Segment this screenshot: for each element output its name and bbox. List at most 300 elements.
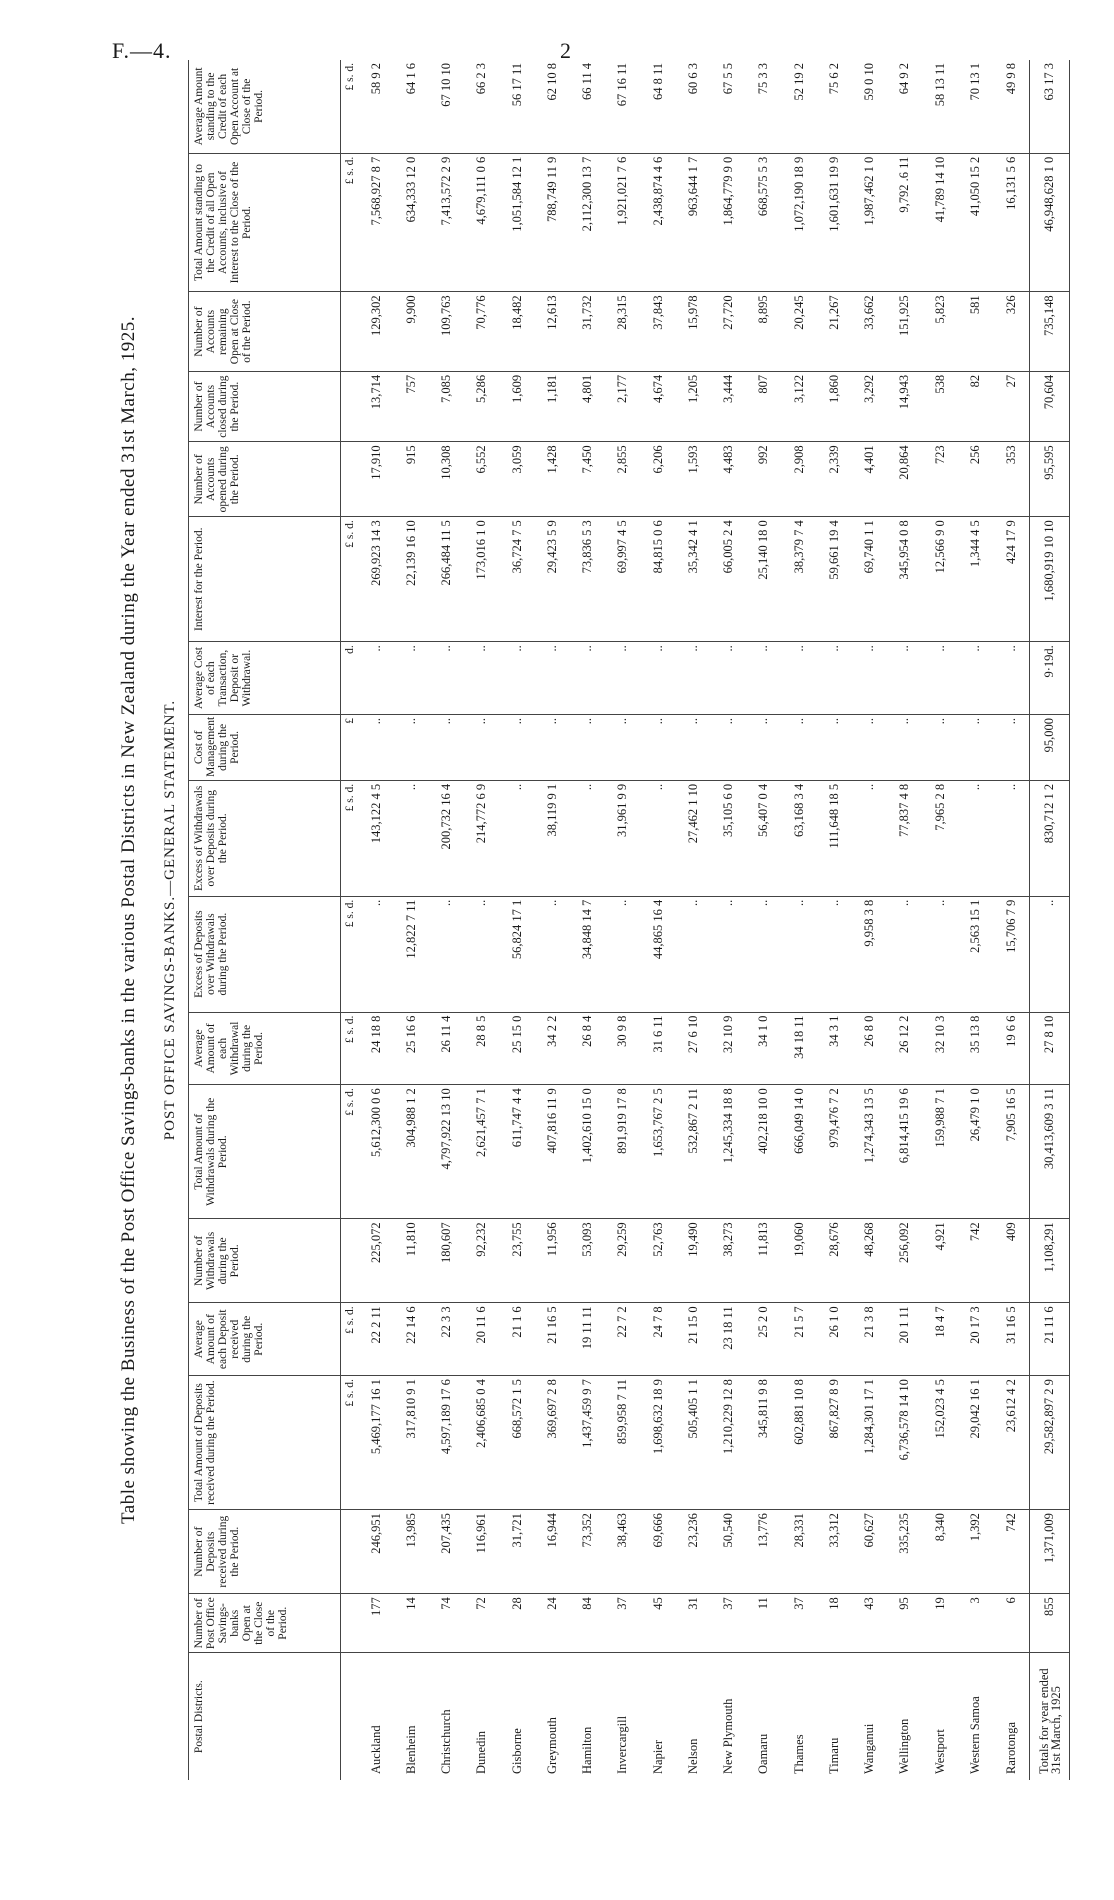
unit-label	[341, 442, 359, 517]
column-header: Number of Accounts opened during the Period.	[189, 442, 341, 517]
table-cell: 19,490	[676, 1219, 711, 1303]
table-cell: 11	[746, 1594, 781, 1653]
table-cell: 56,407 0 4	[746, 780, 781, 896]
table-row	[500, 60, 535, 1780]
table-cell: 69,740 1 1	[852, 517, 887, 642]
unit-label	[341, 1594, 359, 1653]
table-cell: 72	[464, 1594, 499, 1653]
unit-label: d.	[341, 642, 359, 715]
table-cell: 28,331	[782, 1510, 817, 1594]
table-cell: 7,450	[570, 442, 605, 517]
table-cell: 1,274,343 13 5	[852, 1085, 887, 1219]
total-cell: 46,948,628 1 0	[1030, 153, 1070, 292]
table-cell: 26,479 1 0	[958, 1085, 993, 1219]
table-cell: 1,245,334 18 8	[711, 1085, 746, 1219]
table-cell: 151,925	[887, 292, 922, 372]
table-cell: 1,437,459 9 7	[570, 1376, 605, 1510]
unit-label: £ s. d.	[341, 153, 359, 292]
table-cell: 304,988 1 2	[394, 1085, 429, 1219]
table-cell: ..	[535, 896, 570, 1012]
table-cell: 1,653,767 2 5	[641, 1085, 676, 1219]
table-cell: ..	[500, 780, 535, 896]
total-cell: ..	[1030, 896, 1070, 1012]
table-cell: 14	[394, 1594, 429, 1653]
column-header: Total Amount standing to the Credit of all Open Accounts, inclusive of Interest to the Close of the Period.	[189, 153, 341, 292]
table-cell: 2,438,874 4 6	[641, 153, 676, 292]
table-cell: 6,736,578 14 10	[887, 1376, 922, 1510]
district-name: Western Samoa	[967, 1696, 982, 1774]
table-row	[887, 60, 922, 1780]
table-cell: 84,815 0 6	[641, 517, 676, 642]
table-cell: 34 18 11	[782, 1012, 817, 1085]
table-cell: 19,060	[782, 1219, 817, 1303]
table-cell: 214,772 6 9	[464, 780, 499, 896]
table-cell: 22 2 11	[359, 1303, 394, 1376]
table-cell: ..	[887, 714, 922, 780]
table-cell: ..	[676, 896, 711, 1012]
table-cell: 66 2 3	[464, 60, 499, 153]
district-name: Napier	[650, 1739, 665, 1774]
table-cell: 29,042 16 1	[958, 1376, 993, 1510]
table-cell: 18	[817, 1594, 852, 1653]
table-cell: ..	[993, 642, 1030, 715]
table-cell: 37	[711, 1594, 746, 1653]
table-cell: 1,860	[817, 371, 852, 441]
table-cell: 7,905 16 5	[993, 1085, 1030, 1219]
table-cell: 15,978	[676, 292, 711, 372]
table-cell: 25 2 0	[746, 1303, 781, 1376]
table-row	[641, 60, 676, 1780]
table-cell: 77,837 4 8	[887, 780, 922, 896]
table-cell: 129,302	[359, 292, 394, 372]
table-cell: 24 7 8	[641, 1303, 676, 1376]
table-cell: 152,023 4 5	[923, 1376, 958, 1510]
table-cell: 22 14 6	[394, 1303, 429, 1376]
table-cell: 17,910	[359, 442, 394, 517]
table-cell: 49 9 8	[993, 60, 1030, 153]
table-cell: ..	[641, 714, 676, 780]
district-name: Greymouth	[544, 1717, 559, 1774]
table-cell: 20,864	[887, 442, 922, 517]
table-cell: 19 11 11	[570, 1303, 605, 1376]
table-cell: 25,140 18 0	[746, 517, 781, 642]
table-cell: 14,943	[887, 371, 922, 441]
table-cell: 74	[429, 1594, 464, 1653]
column-header: Postal Districts.	[189, 1653, 341, 1780]
table-cell: 788,749 11 9	[535, 153, 570, 292]
table-cell: ..	[923, 714, 958, 780]
table-cell: 611,747 4 4	[500, 1085, 535, 1219]
district-name: New Plymouth	[721, 1698, 736, 1774]
table-cell: ..	[711, 714, 746, 780]
table-cell: 10,308	[429, 442, 464, 517]
table-cell: ..	[852, 714, 887, 780]
table-cell: 5,612,300 0 6	[359, 1085, 394, 1219]
table-cell: 21 1 6	[500, 1303, 535, 1376]
table-cell: 38,463	[605, 1510, 640, 1594]
table-cell: 4,921	[923, 1219, 958, 1303]
table-cell: 246,951	[359, 1510, 394, 1594]
column-header: Average Amount of each Withdrawal during the Period.	[189, 1012, 341, 1085]
table-cell: 34 3 1	[817, 1012, 852, 1085]
table-cell: 109,763	[429, 292, 464, 372]
table-cell: 742	[993, 1510, 1030, 1594]
district-name: Hamilton	[580, 1726, 595, 1774]
district-name: Christchurch	[439, 1709, 454, 1774]
table-cell: 21 15 0	[676, 1303, 711, 1376]
district-name: Westport	[932, 1729, 947, 1774]
table-cell: 26 8 0	[852, 1012, 887, 1085]
table-cell: ..	[535, 714, 570, 780]
table-cell: 29,259	[605, 1219, 640, 1303]
table-cell: 538	[923, 371, 958, 441]
table-cell: 12,822 7 11	[394, 896, 429, 1012]
table-cell: 27,720	[711, 292, 746, 372]
table-cell: 116,961	[464, 1510, 499, 1594]
table-cell: 5,823	[923, 292, 958, 372]
unit-label: £ s. d.	[341, 1012, 359, 1085]
units-row	[341, 60, 359, 1780]
table-cell: 69,666	[641, 1510, 676, 1594]
table-cell: ..	[993, 780, 1030, 896]
table-cell: 407,816 11 9	[535, 1085, 570, 1219]
column-header: Number of Withdrawals during the Period.	[189, 1219, 341, 1303]
table-cell: ..	[958, 780, 993, 896]
table-cell: 23,236	[676, 1510, 711, 1594]
column-header: Average Cost of each Transaction, Deposit or Withdrawal.	[189, 642, 341, 715]
table-cell: 256,092	[887, 1219, 922, 1303]
table-cell: ..	[429, 714, 464, 780]
table-cell: 8,340	[923, 1510, 958, 1594]
table-row	[923, 60, 958, 1780]
table-cell: 22 7 2	[605, 1303, 640, 1376]
table-cell: ..	[464, 642, 499, 715]
table-cell: 82	[958, 371, 993, 441]
table-cell: 666,049 14 0	[782, 1085, 817, 1219]
table-cell: 20 11 6	[464, 1303, 499, 1376]
district-name: Auckland	[368, 1725, 383, 1774]
table-cell: 41,789 14 10	[923, 153, 958, 292]
table-cell: 757	[394, 371, 429, 441]
table-cell: 73,836 5 3	[570, 517, 605, 642]
table-cell: 64 1 6	[394, 60, 429, 153]
savings-bank-table	[188, 60, 1070, 1780]
table-cell: 602,881 10 8	[782, 1376, 817, 1510]
table-cell: 26 1 0	[817, 1303, 852, 1376]
table-cell: 35,342 4 1	[676, 517, 711, 642]
table-cell: ..	[923, 896, 958, 1012]
table-cell: 15,706 7 9	[993, 896, 1030, 1012]
table-cell: 6,552	[464, 442, 499, 517]
table-cell: ..	[782, 714, 817, 780]
table-cell: 75 6 2	[817, 60, 852, 153]
table-cell: 13,714	[359, 371, 394, 441]
table-cell: 43	[852, 1594, 887, 1653]
table-cell: 581	[958, 292, 993, 372]
table-cell: 13,776	[746, 1510, 781, 1594]
table-cell: ..	[958, 714, 993, 780]
table-cell: 52 19 2	[782, 60, 817, 153]
table-cell: 1,181	[535, 371, 570, 441]
table-cell: 345,811 9 8	[746, 1376, 781, 1510]
table-cell: 266,484 11 5	[429, 517, 464, 642]
table-cell: 31,961 9 9	[605, 780, 640, 896]
table-cell: ..	[641, 780, 676, 896]
table-cell: 2,563 15 1	[958, 896, 993, 1012]
table-cell: 44,865 16 4	[641, 896, 676, 1012]
table-cell: 1,698,632 18 9	[641, 1376, 676, 1510]
table-cell: 52,763	[641, 1219, 676, 1303]
table-cell: 26 12 2	[887, 1012, 922, 1085]
table-row	[535, 60, 570, 1780]
table-cell: 92,232	[464, 1219, 499, 1303]
table-cell: 177	[359, 1594, 394, 1653]
table-cell: 20,245	[782, 292, 817, 372]
total-cell: 95,595	[1030, 442, 1070, 517]
table-row	[570, 60, 605, 1780]
table-cell: 37,843	[641, 292, 676, 372]
table-cell: 64 9 2	[887, 60, 922, 153]
table-cell: ..	[852, 642, 887, 715]
unit-label	[341, 371, 359, 441]
table-cell: ..	[535, 642, 570, 715]
table-cell: 867,827 8 9	[817, 1376, 852, 1510]
table-cell: ..	[359, 642, 394, 715]
district-name: Wellington	[897, 1718, 912, 1774]
table-cell: 32 10 3	[923, 1012, 958, 1085]
table-cell: 2,406,685 0 4	[464, 1376, 499, 1510]
total-cell: 1,371,009	[1030, 1510, 1070, 1594]
table-cell: 7,568,927 8 7	[359, 153, 394, 292]
table-cell: 22,139 16 10	[394, 517, 429, 642]
table-row	[676, 60, 711, 1780]
totals-label: Totals for year ended 31st March, 1925	[1030, 1653, 1070, 1780]
table-cell: 891,919 17 8	[605, 1085, 640, 1219]
table-cell: ..	[359, 896, 394, 1012]
unit-label: £ s. d.	[341, 780, 359, 896]
table-cell: 45	[641, 1594, 676, 1653]
unit-label	[341, 1653, 359, 1780]
table-cell: 50,540	[711, 1510, 746, 1594]
table-cell: 1,210,229 12 8	[711, 1376, 746, 1510]
table-cell: 1,402,610 15 0	[570, 1085, 605, 1219]
table-cell: 742	[958, 1219, 993, 1303]
table-cell: ..	[711, 896, 746, 1012]
unit-label	[341, 1510, 359, 1594]
table-cell: 13,985	[394, 1510, 429, 1594]
table-cell: 992	[746, 442, 781, 517]
table-cell: 31	[676, 1594, 711, 1653]
total-cell: 830,712 1 2	[1030, 780, 1070, 896]
total-cell: 95,000	[1030, 714, 1070, 780]
table-cell: 1,601,631 19 9	[817, 153, 852, 292]
table-cell: 1,051,584 12 1	[500, 153, 535, 292]
table-cell: 225,072	[359, 1219, 394, 1303]
column-header: Excess of Deposits over Withdrawals during the Period.	[189, 896, 341, 1012]
table-cell: ..	[887, 896, 922, 1012]
table-cell: 6,814,415 19 6	[887, 1085, 922, 1219]
table-cell: 25 15 0	[500, 1012, 535, 1085]
table-cell: 69,997 4 5	[605, 517, 640, 642]
table-cell: 7,965 2 8	[923, 780, 958, 896]
unit-label	[341, 1219, 359, 1303]
table-cell: 1,205	[676, 371, 711, 441]
column-header: Average Amount of each Deposit received during the Period.	[189, 1303, 341, 1376]
table-cell: 353	[993, 442, 1030, 517]
unit-label	[341, 292, 359, 372]
column-header: Total Amount of Deposits received during the Period.	[189, 1376, 341, 1510]
table-cell: 26 11 4	[429, 1012, 464, 1085]
table-cell: 915	[394, 442, 429, 517]
table-cell: ..	[782, 642, 817, 715]
table-cell: ..	[570, 780, 605, 896]
table-cell: 21 5 7	[782, 1303, 817, 1376]
table-cell: 180,607	[429, 1219, 464, 1303]
table-cell: ..	[746, 642, 781, 715]
table-cell: 3,122	[782, 371, 817, 441]
table-cell: 67 5 5	[711, 60, 746, 153]
table-cell: ..	[394, 642, 429, 715]
table-cell: 37	[605, 1594, 640, 1653]
unit-label: £	[341, 714, 359, 780]
table-cell: 28,315	[605, 292, 640, 372]
table-cell: ..	[359, 714, 394, 780]
table-cell: 24	[535, 1594, 570, 1653]
table-cell: 21 3 8	[852, 1303, 887, 1376]
table-cell: 2,855	[605, 442, 640, 517]
table-cell: 23,755	[500, 1219, 535, 1303]
table-cell: 33,312	[817, 1510, 852, 1594]
column-header: Number of Deposits received during the Period.	[189, 1510, 341, 1594]
table-cell: 67 16 11	[605, 60, 640, 153]
table-cell: 9,958 3 8	[852, 896, 887, 1012]
table-cell: 3,292	[852, 371, 887, 441]
table-cell: 19 6 6	[993, 1012, 1030, 1085]
table-cell: 345,954 0 8	[887, 517, 922, 642]
table-cell: 36,724 7 5	[500, 517, 535, 642]
table-cell: ..	[852, 780, 887, 896]
column-header: Interest for the Period.	[189, 517, 341, 642]
table-cell: 424 17 9	[993, 517, 1030, 642]
district-name: Rarotonga	[1003, 1721, 1018, 1774]
table-cell: 11,810	[394, 1219, 429, 1303]
column-header: Average Amount standing to the Credit of each Open Account at Close of the Period.	[189, 60, 341, 153]
table-cell: 62 10 8	[535, 60, 570, 153]
table-row	[852, 60, 887, 1780]
table-cell: 4,801	[570, 371, 605, 441]
table-cell: ..	[605, 642, 640, 715]
table-cell: 7,085	[429, 371, 464, 441]
table-cell: 859,958 7 11	[605, 1376, 640, 1510]
table-cell: 4,401	[852, 442, 887, 517]
table-row	[605, 60, 640, 1780]
table-cell: ..	[746, 714, 781, 780]
table-cell: 668,572 1 5	[500, 1376, 535, 1510]
table-cell: ..	[464, 896, 499, 1012]
table-cell: 3,444	[711, 371, 746, 441]
table-cell: 56,824 17 1	[500, 896, 535, 1012]
table-row	[394, 60, 429, 1780]
table-cell: ..	[923, 642, 958, 715]
table-cell: 12,613	[535, 292, 570, 372]
table-cell: 4,674	[641, 371, 676, 441]
table-cell: 30 9 8	[605, 1012, 640, 1085]
table-cell: ..	[958, 642, 993, 715]
column-header: Number of Accounts remaining Open at Close of the Period.	[189, 292, 341, 372]
district-name: Invercargill	[615, 1715, 630, 1774]
table-cell: 27 6 10	[676, 1012, 711, 1085]
table-row	[958, 60, 993, 1780]
total-cell: 63 17 3	[1030, 60, 1070, 153]
unit-label: £ s. d.	[341, 1085, 359, 1219]
unit-label: £ s. d.	[341, 896, 359, 1012]
table-cell: 4,483	[711, 442, 746, 517]
table-cell: 59,661 19 4	[817, 517, 852, 642]
table-cell: ..	[676, 642, 711, 715]
table-cell: 58 9 2	[359, 60, 394, 153]
table-cell: 23 18 11	[711, 1303, 746, 1376]
table-cell: 1,284,301 17 1	[852, 1376, 887, 1510]
table-cell: 37	[782, 1594, 817, 1653]
table-row	[782, 60, 817, 1780]
table-caption: Table showing the Business of the Post Office Savings-banks in the various Postal Districts in New Zealand during the Year ended 31st March, 1925.	[118, 316, 139, 1524]
total-cell: 1,680,919 10 10	[1030, 517, 1070, 642]
table-cell: 1,072,190 18 9	[782, 153, 817, 292]
table-cell: 963,644 1 7	[676, 153, 711, 292]
table-cell: 21,267	[817, 292, 852, 372]
district-name: Wanganui	[862, 1723, 877, 1774]
table-cell: 979,476 7 2	[817, 1085, 852, 1219]
table-cell: 1,921,021 7 6	[605, 153, 640, 292]
table-cell: ..	[887, 642, 922, 715]
table-cell: 1,392	[958, 1510, 993, 1594]
table-cell: 200,732 16 4	[429, 780, 464, 896]
table-cell: 48,268	[852, 1219, 887, 1303]
table-cell: 1,344 4 5	[958, 517, 993, 642]
table-cell: 33,662	[852, 292, 887, 372]
table-cell: 24 18 8	[359, 1012, 394, 1085]
table-cell: 58 13 11	[923, 60, 958, 153]
table-cell: 2,177	[605, 371, 640, 441]
table-cell: 28 8 5	[464, 1012, 499, 1085]
table-cell: ..	[676, 714, 711, 780]
header-row	[189, 60, 341, 1780]
table-cell: 53,093	[570, 1219, 605, 1303]
table-body	[359, 60, 1070, 1780]
table-cell: 20 17 3	[958, 1303, 993, 1376]
table-cell: 402,218 10 0	[746, 1085, 781, 1219]
table-cell: ..	[605, 896, 640, 1012]
table-cell: 56 17 11	[500, 60, 535, 153]
table-cell: ..	[570, 642, 605, 715]
table-cell: 27,462 1 10	[676, 780, 711, 896]
table-cell: 11,956	[535, 1219, 570, 1303]
table-cell: 668,575 5 3	[746, 153, 781, 292]
table-cell: 11,813	[746, 1219, 781, 1303]
table-cell: 21 16 5	[535, 1303, 570, 1376]
total-cell: 21 11 6	[1030, 1303, 1070, 1376]
table-cell: 2,112,300 13 7	[570, 153, 605, 292]
table-cell: 1,428	[535, 442, 570, 517]
table-cell: 23,612 4 2	[993, 1376, 1030, 1510]
table-cell: 807	[746, 371, 781, 441]
table-cell: ..	[711, 642, 746, 715]
table-cell: 20 1 11	[887, 1303, 922, 1376]
table-cell: 4,797,922 13 10	[429, 1085, 464, 1219]
table-cell: 5,469,177 16 1	[359, 1376, 394, 1510]
table-cell: 75 3 3	[746, 60, 781, 153]
table-cell: 31,721	[500, 1510, 535, 1594]
